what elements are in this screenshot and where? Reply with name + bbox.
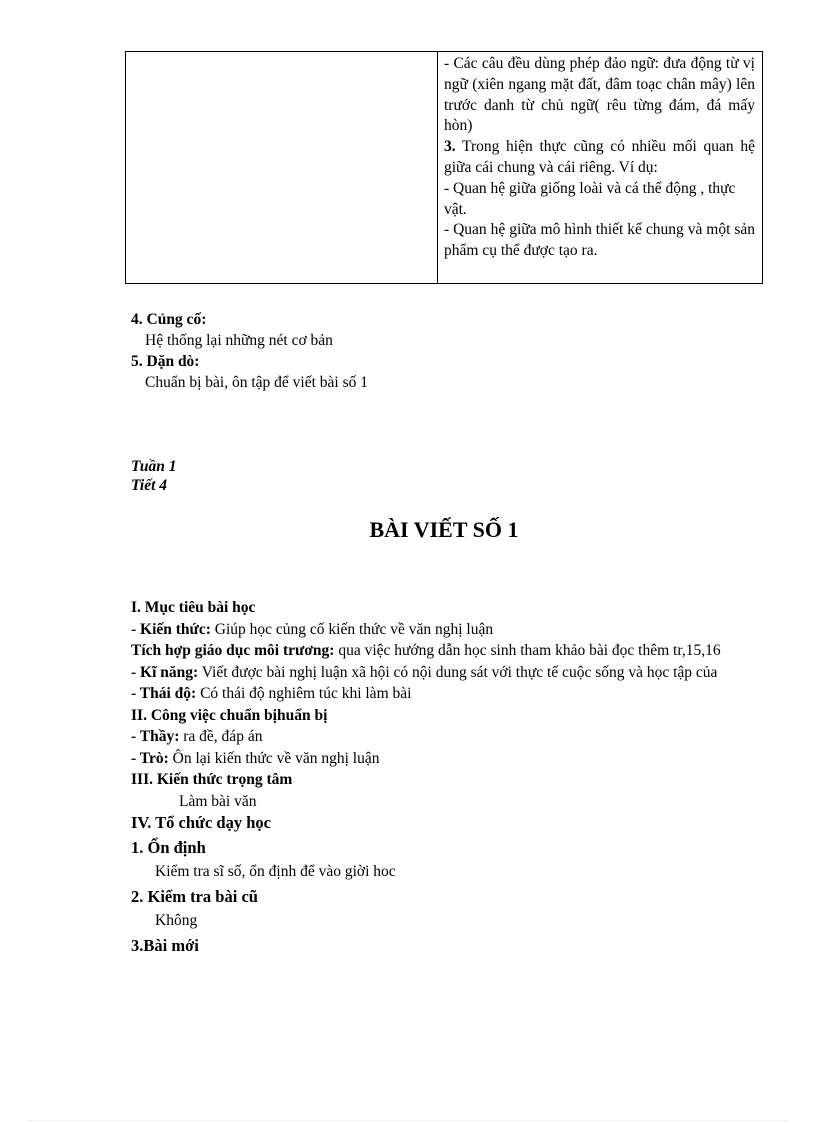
section3-heading: III. Kiến thức trọng tâm	[131, 771, 293, 788]
tiet-label: Tiết 4	[131, 477, 168, 494]
cung-co-heading: 4. Củng cố:	[131, 311, 207, 328]
section1-heading: I. Mục tiêu bài học	[131, 599, 256, 616]
section3-text: Làm bài văn	[179, 792, 257, 810]
tro-line: - Trò: Ôn lại kiến thức về văn nghị luận	[131, 749, 380, 767]
dan-do-heading: 5. Dặn dò:	[131, 353, 200, 370]
cung-co-text: Hệ thống lại những nét cơ bản	[145, 332, 333, 349]
thai-do-line: - Thái độ: Có thái độ nghiêm túc khi làm bài	[131, 685, 412, 702]
thay-line: - Thầy: ra đề, đáp án	[131, 728, 263, 745]
on-dinh-text: Kiểm tra sĩ số, ổn định để vào giời hoc	[155, 863, 396, 880]
tich-hop-line: Tích hợp giáo dục môi trương: qua việc hướng dẫn học sinh tham khảo bài đọc thêm tr,15,16	[131, 642, 721, 659]
table-line-hien-thuc: 3. Trong hiện thực cũng có nhiều mối quan hệ giữa cái chung và cái riêng. Ví dụ:	[444, 138, 755, 176]
bai-moi-heading: 3.Bài mới	[131, 935, 199, 955]
table-cell-left	[126, 52, 438, 283]
page-title: BÀI VIẾT SỐ 1	[369, 517, 519, 542]
table-line-mo-hinh: - Quan hệ giữa mô hình thiết kế chung và một sản phẩm cụ thể được tạo ra.	[444, 221, 755, 260]
table-line-dao-ngu: - Các câu đều dùng phép đảo ngữ: đưa động từ vị ngữ (xiên ngang mặt đất, đâm toạc chân mây) lên trước danh từ chủ ngữ( rêu từng đám, đá mấy hòn)	[444, 55, 755, 135]
page-bottom-rule	[28, 1120, 788, 1121]
kiem-tra-heading: 2. Kiểm tra bài cũ	[131, 886, 258, 906]
tuan-label: Tuần 1	[131, 458, 177, 475]
kiem-tra-text: Không	[155, 912, 198, 929]
dan-do-text: Chuẩn bị bài, ôn tập để viết bài số 1	[145, 374, 368, 391]
section2-heading: II. Công việc chuẩn bịhuẩn bị	[131, 706, 328, 724]
lesson-body	[131, 597, 756, 956]
ki-nang-line: - Kĩ năng: Viết được bài nghị luận xã hội có nội dung sát với thực tế cuộc sống và học tập của	[131, 663, 718, 681]
on-dinh-heading: 1. Ổn định	[131, 837, 206, 857]
table-cell-right	[438, 52, 762, 283]
section4-heading: IV. Tổ chức dạy học	[131, 813, 271, 832]
content-table	[125, 51, 763, 284]
table-line-giong-loai: - Quan hệ giữa giống loài và cá thể động , thực vật.	[444, 179, 736, 218]
kien-thuc-line: - Kiến thức: Giúp học củng cố kiến thức về văn nghị luận	[131, 620, 494, 638]
